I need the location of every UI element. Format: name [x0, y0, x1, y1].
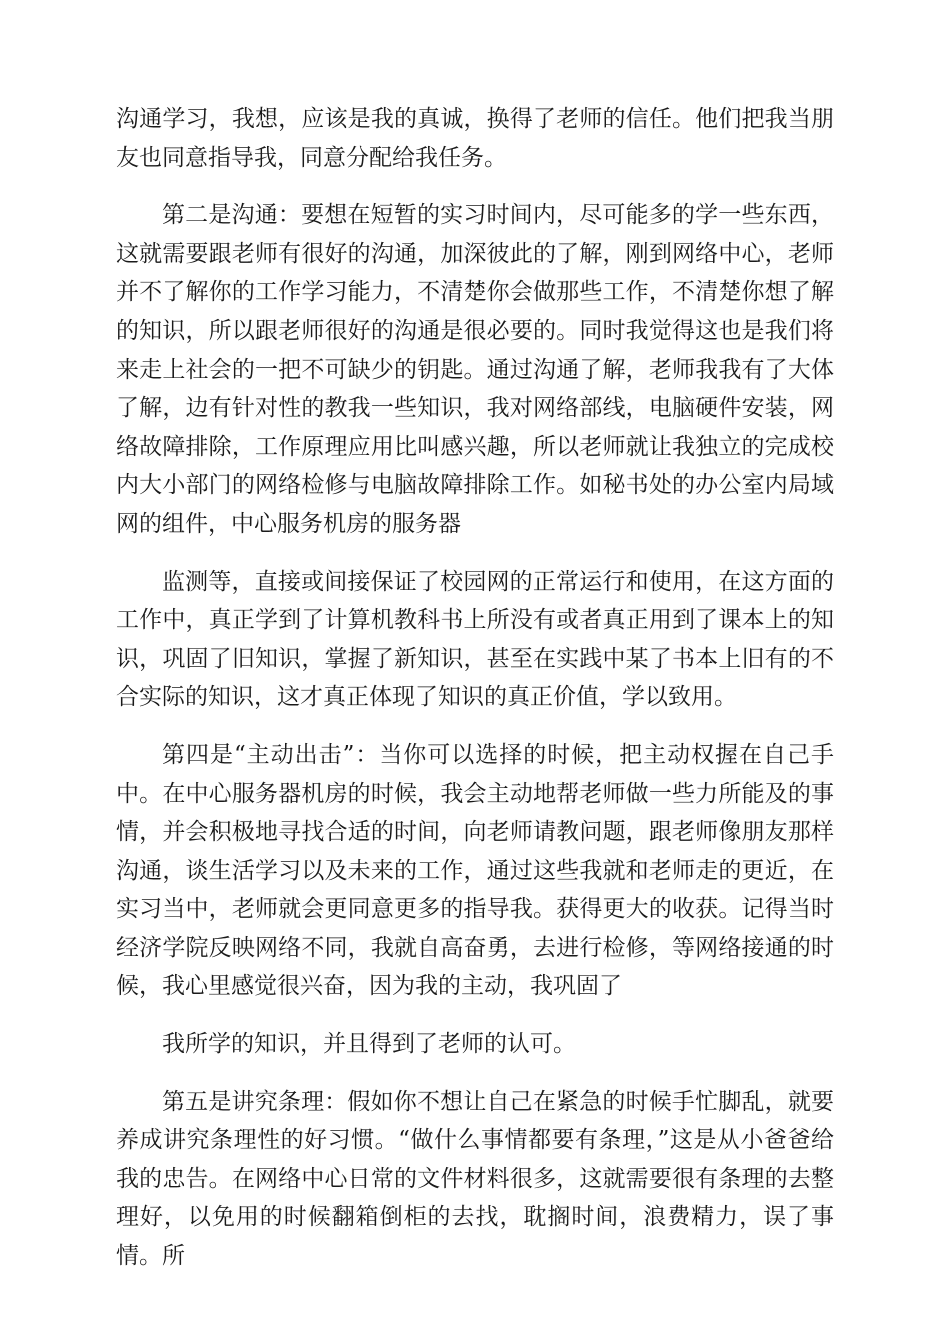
paragraph: 监测等，直接或间接保证了校园网的正常运行和使用，在这方面的工作中，真正学到了计算机教科书上所没有或者真正用到了课本上的知识，巩固了旧知识，掌握了新知识，甚至在实践中某了书本上旧有的不合实际的知识，这才真正体现了知识的真正价值，学以致用。 [116, 568, 834, 711]
paragraph: 我所学的知识，并且得到了老师的认可。 [162, 1031, 576, 1058]
paragraph: 第四是“主动出击”：当你可以选择的时候，把主动权握在自己手中。在中心服务器机房的时候，我会主动地帮老师做一些力所能及的事情，并会积极地寻找合适的时间，向老师请教问题，跟老师像朋友那样沟通，谈生活学习以及未来的工作，通过这些我就和老师走的更近，在实习当中，老师就会更同意更多的指导我。获得更大的收获。记得当时经济学院反映网络不同，我就自高奋勇，去进行检修，等网络接通的时候，我心里感觉很兴奋，因为我的主动，我巩固了 [116, 741, 834, 1000]
paragraph: 第二是沟通：要想在短暂的实习时间内，尽可能多的学一些东西，这就需要跟老师有很好的沟通，加深彼此的了解，刚到网络中心，老师并不了解你的工作学习能力，不清楚你会做那些工作，不清楚你想了解的知识，所以跟老师很好的沟通是很必要的。同时我觉得这也是我们将来走上社会的一把不可缺少的钥匙。通过沟通了解，老师我我有了大体了解，边有针对性的教我一些知识，我对网络部线，电脑硬件安装，网络故障排除，工作原理应用比叫感兴趣，所以老师就让我独立的完成校内大小部门的网络检修与电脑故障排除工作。如秘书处的办公室内局域网的组件，中心服务机房的服务器 [116, 202, 834, 537]
paragraph: 第五是讲究条理：假如你不想让自己在紧急的时候手忙脚乱，就要养成讲究条理性的好习惯。“做什么事情都要有条理，”这是从小爸爸给我的忠告。在网络中心日常的文件材料很多，这就需要很有条理的去整理好，以免用的时候翻箱倒柜的去找，耽搁时间，浪费精力，误了事情。所 [116, 1088, 834, 1270]
document-body [116, 100, 834, 1295]
paragraph: 沟通学习，我想，应该是我的真诚，换得了老师的信任。他们把我当朋友也同意指导我，同意分配给我任务。 [116, 106, 834, 171]
